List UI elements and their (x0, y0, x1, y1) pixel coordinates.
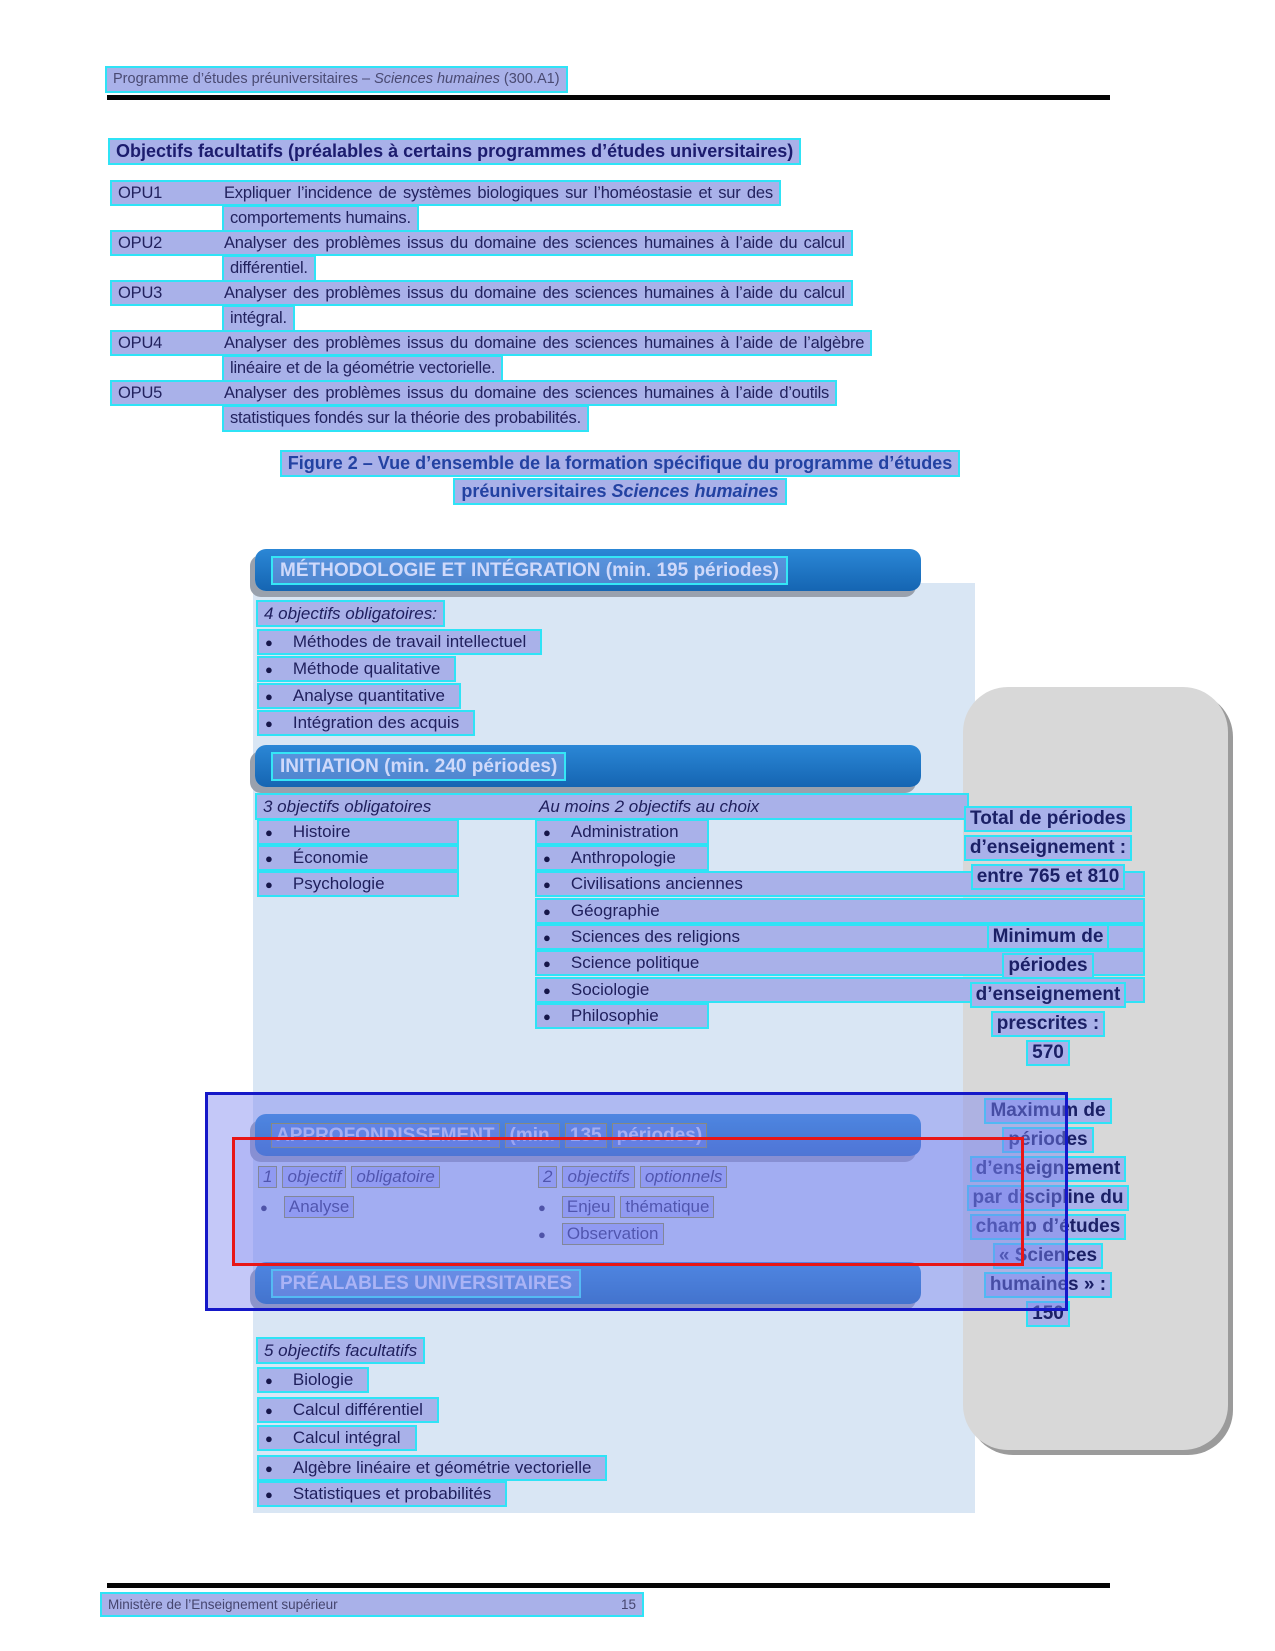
list-item (257, 1481, 507, 1507)
footer-bar (100, 1592, 644, 1617)
opu-text: Expliquer l’incidence de systèmes biologiques sur l’homéostasie et sur des (224, 184, 773, 202)
title-word: APPROFONDISSEMENT (271, 1123, 500, 1148)
list-item (535, 845, 709, 871)
list-item-label: Calcul intégral (292, 1428, 401, 1447)
list-item-label: Algèbre linéaire et géométrie vectorielle (292, 1458, 592, 1477)
list-item (257, 629, 542, 655)
opu-text-continuation: comportements humains. (222, 205, 419, 232)
opu-text: Analyser des problèmes issus du domaine des sciences humaines à l’aide du calcul (224, 284, 845, 302)
figure-caption-line2-italic: Sciences humaines (611, 481, 779, 501)
list-item-label: Géographie (570, 901, 660, 920)
list-item (257, 1367, 369, 1393)
list-item (257, 683, 461, 709)
list-item-label: Civilisations anciennes (570, 874, 743, 893)
prealables-subtitle: 5 objectifs facultatifs (256, 1337, 425, 1364)
list-item-label: Philosophie (570, 1006, 659, 1025)
footer-text: Ministère de l’Enseignement supérieur (108, 1597, 338, 1612)
header-word: 2 (538, 1166, 557, 1188)
list-item-label: Psychologie (292, 874, 385, 893)
list-item-label: Statistiques et probabilités (292, 1484, 492, 1503)
bullet-icon: ● (265, 1402, 273, 1418)
list-item-label: Économie (292, 848, 369, 867)
list-item (257, 1397, 439, 1423)
red-annotation-rectangle (232, 1137, 1024, 1266)
side-text-line: 150 (1026, 1301, 1070, 1327)
side-text-line: humaines » : (984, 1272, 1112, 1298)
opu-code: OPU4 (118, 334, 163, 352)
side-text-line: d’enseignement (970, 982, 1127, 1008)
methodologie-subtitle: 4 objectifs obligatoires: (256, 600, 445, 627)
title-word: 135 (565, 1123, 607, 1148)
side-text-line: champ d’études (970, 1214, 1127, 1240)
bullet-icon: ● (265, 715, 273, 731)
list-item-label: Histoire (292, 822, 351, 841)
list-item-label: Biologie (292, 1370, 354, 1389)
bullet-icon: ● (265, 1372, 273, 1388)
list-item (535, 898, 1145, 924)
title-word: périodes) (612, 1123, 708, 1148)
bullet-icon: ● (265, 688, 273, 704)
side-text-line: prescrites : (991, 1011, 1105, 1037)
bullet-icon: ● (543, 1008, 551, 1024)
opu-text: Analyser des problèmes issus du domaine des sciences humaines à l’aide de l’algèbre (224, 334, 865, 352)
list-item-label: Calcul différentiel (292, 1400, 423, 1419)
opu-code: OPU1 (118, 184, 163, 202)
side-text-line: entre 765 et 810 (971, 864, 1126, 890)
bullet-icon: ● (543, 824, 551, 840)
initiation-title: INITIATION (min. 240 périodes) (271, 752, 566, 781)
side-text-line: Minimum de (987, 924, 1110, 950)
side-text-line: par discipline du (967, 1185, 1130, 1211)
opu-text-continuation: intégral. (222, 305, 295, 332)
list-item (257, 1455, 607, 1481)
bullet-icon: ● (265, 850, 273, 866)
opu-text: Analyser des problèmes issus du domaine des sciences humaines à l’aide d’outils (224, 384, 830, 402)
side-text-line: 570 (1026, 1040, 1070, 1066)
initiation-right-header: Au moins 2 objectifs au choix (539, 796, 760, 816)
bullet-icon: ● (265, 1486, 273, 1502)
side-text-line: « Sciences (993, 1243, 1103, 1269)
bullet-icon: ● (265, 876, 273, 892)
running-head-normal2: (300.A1) (499, 71, 560, 87)
bullet-icon: ● (265, 634, 273, 650)
side-text-line: Total de périodes (964, 806, 1132, 832)
figure-caption-line1-wrap (100, 450, 1140, 477)
bullet-icon: ● (538, 1199, 546, 1215)
list-item-label: Analyse (284, 1196, 354, 1218)
bullet-icon: ● (543, 955, 551, 971)
figure-caption-line2-normal: préuniversitaires (461, 481, 612, 501)
list-item-label: Observation (562, 1223, 664, 1245)
list-item-label: Méthodes de travail intellectuel (292, 632, 527, 651)
list-item-label: Méthode qualitative (292, 659, 441, 678)
bullet-icon: ● (265, 661, 273, 677)
bullet-icon: ● (538, 1226, 546, 1242)
opu-text-continuation: différentiel. (222, 255, 316, 282)
bullet-icon: ● (265, 824, 273, 840)
list-item-label: Science politique (570, 953, 700, 972)
list-item-label: thématique (620, 1196, 714, 1218)
list-item (535, 1003, 709, 1029)
opu-text: Analyser des problèmes issus du domaine des sciences humaines à l’aide du calcul (224, 234, 845, 252)
opu-item-row (110, 280, 853, 306)
figure-caption-line2 (453, 478, 786, 505)
opu-code: OPU2 (118, 234, 163, 252)
list-item (257, 656, 456, 682)
list-item-label: Sciences des religions (570, 927, 741, 946)
header-word: objectifs (562, 1166, 634, 1188)
side-text-line: d’enseignement (970, 1156, 1127, 1182)
side-text-line: Maximum de (984, 1098, 1111, 1124)
opu-code: OPU3 (118, 284, 163, 302)
running-head-normal1: Programme d’études préuniversitaires – (113, 71, 375, 87)
opu-item-row (110, 180, 781, 206)
list-item (257, 1425, 417, 1451)
section-title: Objectifs facultatifs (préalables à certains programmes d’études universitaires) (108, 138, 801, 165)
running-head (105, 66, 568, 93)
bullet-icon: ● (543, 850, 551, 866)
figure-caption-line2-wrap (100, 478, 1140, 505)
side-text-line: périodes (1002, 953, 1093, 979)
header-word: optionnels (640, 1166, 728, 1188)
side-total-block (936, 806, 1160, 893)
list-item-label: Anthropologie (570, 848, 676, 867)
opu-item-row (110, 330, 872, 356)
methodologie-header-bar (255, 549, 921, 591)
bullet-icon: ● (543, 982, 551, 998)
bullet-icon: ● (543, 876, 551, 892)
footer-rule (107, 1583, 1110, 1588)
header-word: 1 (258, 1166, 277, 1188)
running-head-italic: Sciences humaines (374, 71, 500, 87)
side-text-line: périodes (1002, 1127, 1093, 1153)
bullet-icon: ● (543, 903, 551, 919)
list-item-label: Analyse quantitative (292, 686, 446, 705)
page-number: 15 (620, 1597, 636, 1612)
list-item-label: Enjeu (562, 1196, 615, 1218)
initiation-left-header: 3 objectifs obligatoires (263, 796, 432, 816)
methodologie-title: MÉTHODOLOGIE ET INTÉGRATION (min. 195 périodes) (271, 556, 788, 585)
side-minimum-block (936, 924, 1160, 1069)
list-item (257, 871, 459, 897)
bullet-icon: ● (265, 1460, 273, 1476)
opu-text-continuation: linéaire et de la géométrie vectorielle. (222, 355, 503, 382)
bullet-icon: ● (265, 1430, 273, 1446)
opu-item-row (110, 230, 853, 256)
opu-text-continuation: statistiques fondés sur la théorie des probabilités. (222, 405, 589, 432)
bullet-icon: ● (543, 929, 551, 945)
side-text-line: d’enseignement : (964, 835, 1132, 861)
prealables-title: PRÉALABLES UNIVERSITAIRES (271, 1269, 581, 1298)
list-item (535, 819, 709, 845)
list-item-label: Intégration des acquis (292, 713, 460, 732)
title-word: (min. (505, 1123, 560, 1148)
header-word: objectif (282, 1166, 346, 1188)
header-rule (107, 95, 1110, 100)
list-item-label: Administration (570, 822, 679, 841)
list-item (257, 710, 475, 736)
list-item (257, 845, 459, 871)
initiation-column-headers (255, 793, 969, 820)
bullet-icon: ● (260, 1199, 268, 1215)
header-word: obligatoire (351, 1166, 439, 1188)
list-item (257, 819, 459, 845)
list-item-label: Sociologie (570, 980, 650, 999)
opu-code: OPU5 (118, 384, 163, 402)
opu-item-row (110, 380, 837, 406)
figure-caption-line1: Figure 2 – Vue d’ensemble de la formation spécifique du programme d’études (280, 450, 960, 477)
initiation-header-bar (255, 745, 921, 787)
